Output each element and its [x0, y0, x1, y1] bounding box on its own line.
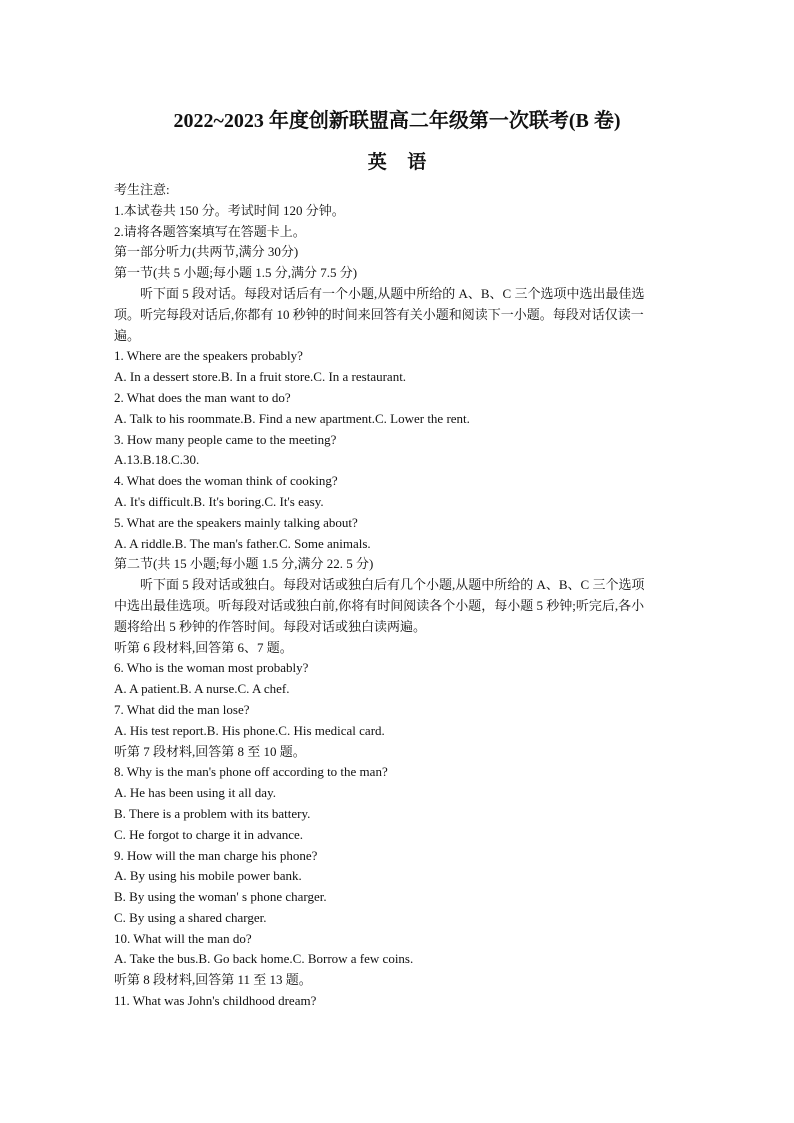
instruction-line: 中选出最佳选项。听每段对话或独白前,你将有时间阅读各个小题，每小题 5 秒钟;听完后,各小 — [114, 597, 645, 613]
question: 5. What are the speakers mainly talking about? — [114, 514, 358, 530]
material-heading: 听第 7 段材料,回答第 8 至 10 题。 — [114, 743, 306, 759]
question-options: A. In a dessert store.B. In a fruit store.C. In a restaurant. — [114, 369, 407, 385]
question: 6. Who is the woman most probably? — [114, 660, 309, 676]
question-option: C. By using a shared charger. — [114, 909, 267, 925]
question: 8. Why is the man's phone off according to the man? — [114, 764, 388, 780]
question-options: A. A riddle.B. The man's father.C. Some animals. — [114, 535, 371, 551]
question-option: C. He forgot to charge it in advance. — [114, 826, 304, 842]
question-options: A. His test report.B. His phone.C. His medical card. — [114, 722, 385, 738]
section2-instructions — [114, 575, 680, 637]
notice-heading: 考生注意: — [114, 182, 170, 197]
section2-heading: 第二节(共 15 小题;每小题 1.5 分,满分 22. 5 分) — [114, 556, 374, 572]
question-option: B. By using the woman' s phone charger. — [114, 889, 327, 905]
question: 10. What will the man do? — [114, 930, 252, 946]
instruction-line: 项。听完每段对话后,你都有 10 秒钟的时间来回答有关小题和阅读下一小题。每段对话仅读一 — [114, 306, 644, 322]
question: 3. How many people came to the meeting? — [114, 431, 337, 447]
section1-heading: 第一节(共 5 小题;每小题 1.5 分,满分 7.5 分) — [114, 265, 358, 281]
question: 11. What was John's childhood dream? — [114, 993, 317, 1009]
instruction-line: 题将给出 5 秒钟的作答时间。每段对话或独白读两遍。 — [114, 618, 427, 634]
notice-item: 2.请将各题答案填写在答题卡上。 — [114, 223, 306, 239]
question: 2. What does the man want to do? — [114, 389, 291, 405]
part1-heading: 第一部分听力(共两节,满分 30分) — [114, 244, 299, 260]
material-heading: 听第 6 段材料,回答第 6、7 题。 — [114, 639, 293, 655]
instruction-line: 遍。 — [114, 327, 141, 343]
question: 7. What did the man lose? — [114, 701, 250, 717]
question: 4. What does the woman think of cooking? — [114, 473, 338, 489]
question: 1. Where are the speakers probably? — [114, 348, 303, 364]
instruction-line: 听下面 5 段对话或独白。每段对话或独白后有几个小题,从题中所给的 A、B、C 三个选项 — [140, 577, 645, 593]
question-option: A. He has been using it all day. — [114, 785, 276, 801]
exam-subject: 英 语 — [367, 151, 427, 173]
question-options: A.13.B.18.C.30. — [114, 452, 200, 468]
question: 9. How will the man charge his phone? — [114, 847, 318, 863]
question-options: A. A patient.B. A nurse.C. A chef. — [114, 681, 290, 697]
question-options: A. It's difficult.B. It's boring.C. It's easy. — [114, 493, 324, 509]
exam-body — [114, 180, 680, 1012]
question-options: A. Take the bus.B. Go back home.C. Borrow a few coins. — [114, 951, 414, 967]
exam-title: 2022~2023 年度创新联盟高二年级第一次联考(B 卷) — [173, 110, 621, 132]
question-options: A. Talk to his roommate.B. Find a new apartment.C. Lower the rent. — [114, 410, 470, 426]
question-option: A. By using his mobile power bank. — [114, 868, 302, 884]
question-option: B. There is a problem with its battery. — [114, 805, 311, 821]
section1-instructions — [114, 284, 680, 346]
material-heading: 听第 8 段材料,回答第 11 至 13 题。 — [114, 972, 312, 988]
instruction-line: 听下面 5 段对话。每段对话后有一个小题,从题中所给的 A、B、C 三个选项中选出最佳选 — [140, 285, 645, 301]
notice-item: 1.本试卷共 150 分。考试时间 120 分钟。 — [114, 202, 345, 218]
